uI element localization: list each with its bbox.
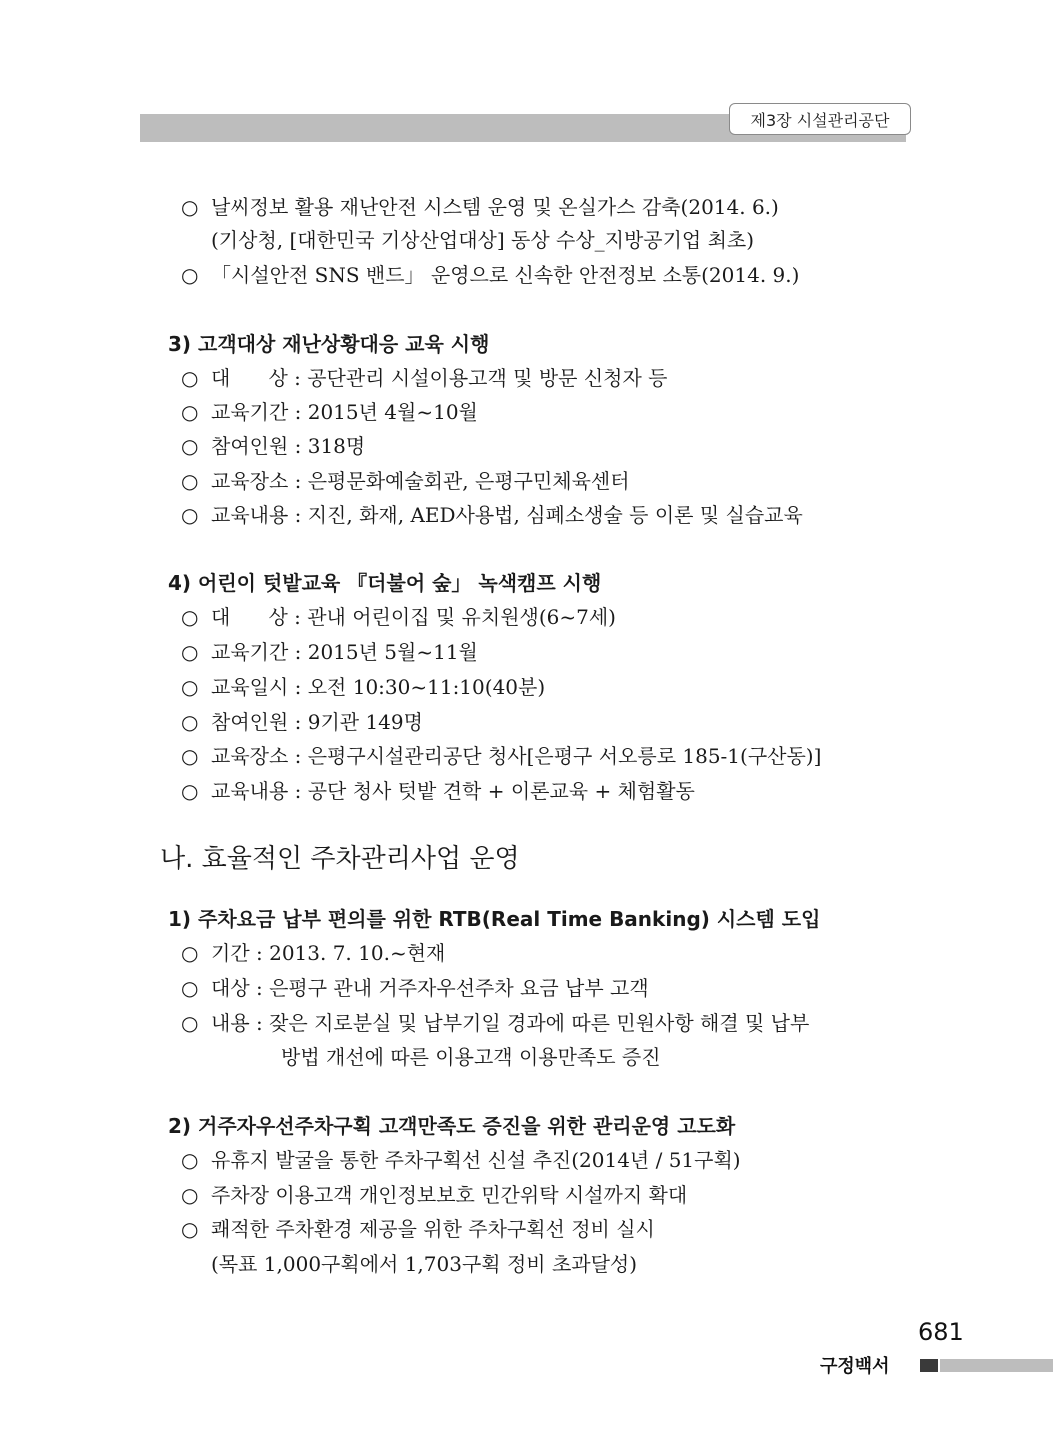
bullet-icon: ○ <box>181 195 199 219</box>
list-item: 쾌적한 주차환경 제공을 위한 주차구획선 정비 실시 <box>211 1217 655 1241</box>
list-item: 교육기간 : 2015년 5월~11월 <box>211 640 478 664</box>
bullet-icon: ○ <box>181 605 199 629</box>
chapter-label: 제3장 시설관리공단 <box>750 110 890 130</box>
subsection-title: 3) 고객대상 재난상황대응 교육 시행 <box>168 332 490 356</box>
bullet-icon: ○ <box>181 366 199 390</box>
intro-line: 날씨정보 활용 재난안전 시스템 운영 및 온실가스 감축(2014. 6.) <box>211 195 779 219</box>
bullet-icon: ○ <box>181 469 199 493</box>
list-item: 참여인원 : 318명 <box>211 434 366 458</box>
list-item-continuation: (목표 1,000구획에서 1,703구획 정비 초과달성) <box>211 1252 638 1276</box>
subsection-title: 2) 거주자우선주차구획 고객만족도 증진을 위한 관리운영 고도화 <box>168 1114 736 1138</box>
list-item: 대상 : 은평구 관내 거주자우선주차 요금 납부 고객 <box>211 976 649 1000</box>
subsection-title: 4) 어린이 텃밭교육 『더불어 숲」 녹색캠프 시행 <box>168 571 602 595</box>
list-item: 대 상 : 관내 어린이집 및 유치원생(6~7세) <box>211 605 616 629</box>
list-item: 내용 : 잦은 지로분실 및 납부기일 경과에 따른 민원사항 해결 및 납부 <box>211 1011 810 1035</box>
bullet-icon: ○ <box>181 744 199 768</box>
list-item: 참여인원 : 9기관 149명 <box>211 710 423 734</box>
list-item: 대 상 : 공단관리 시설이용고객 및 방문 신청자 등 <box>211 366 668 390</box>
list-item: 기간 : 2013. 7. 10.~현재 <box>211 941 446 965</box>
chapter-tab <box>729 103 911 135</box>
bullet-icon: ○ <box>181 976 199 1000</box>
subsection-title: 1) 주차요금 납부 편의를 위한 RTB(Real Time Banking) 시스템 도입 <box>168 907 821 931</box>
bullet-icon: ○ <box>181 710 199 734</box>
page-number: 681 <box>918 1318 964 1346</box>
bullet-icon: ○ <box>181 400 199 424</box>
footer-bar-gray <box>940 1359 1053 1372</box>
bullet-icon: ○ <box>181 941 199 965</box>
bullet-icon: ○ <box>181 263 199 287</box>
bullet-icon: ○ <box>181 675 199 699</box>
list-item: 교육기간 : 2015년 4월~10월 <box>211 400 478 424</box>
bullet-icon: ○ <box>181 1217 199 1241</box>
list-item: 교육장소 : 은평문화예술회관, 은평구민체육센터 <box>211 469 630 493</box>
bullet-icon: ○ <box>181 1148 199 1172</box>
bullet-icon: ○ <box>181 1011 199 1035</box>
bullet-icon: ○ <box>181 779 199 803</box>
section-heading: 나. 효율적인 주차관리사업 운영 <box>160 844 520 874</box>
list-item-continuation: 방법 개선에 따른 이용고객 이용만족도 증진 <box>281 1045 661 1069</box>
footer-bar-dark <box>920 1359 938 1372</box>
list-item: 교육장소 : 은평구시설관리공단 청사[은평구 서오릉로 185-1(구산동)] <box>211 744 822 768</box>
list-item: 유휴지 발굴을 통한 주차구획선 신설 추진(2014년 / 51구획) <box>211 1148 741 1172</box>
list-item: 교육일시 : 오전 10:30~11:10(40분) <box>211 675 546 699</box>
bullet-icon: ○ <box>181 1183 199 1207</box>
intro-line: (기상청, [대한민국 기상산업대상] 동상 수상_지방공기업 최초) <box>211 228 755 252</box>
list-item: 교육내용 : 지진, 화재, AED사용법, 심폐소생술 등 이론 및 실습교육 <box>211 503 803 527</box>
intro-line: 「시설안전 SNS 밴드」 운영으로 신속한 안전정보 소통(2014. 9.) <box>211 263 800 287</box>
bullet-icon: ○ <box>181 640 199 664</box>
bullet-icon: ○ <box>181 503 199 527</box>
list-item: 주차장 이용고객 개인정보보호 민간위탁 시설까지 확대 <box>211 1183 688 1207</box>
bullet-icon: ○ <box>181 434 199 458</box>
list-item: 교육내용 : 공단 청사 텃밭 견학 + 이론교육 + 체험활동 <box>211 779 695 803</box>
book-title: 구정백서 <box>820 1356 890 1377</box>
